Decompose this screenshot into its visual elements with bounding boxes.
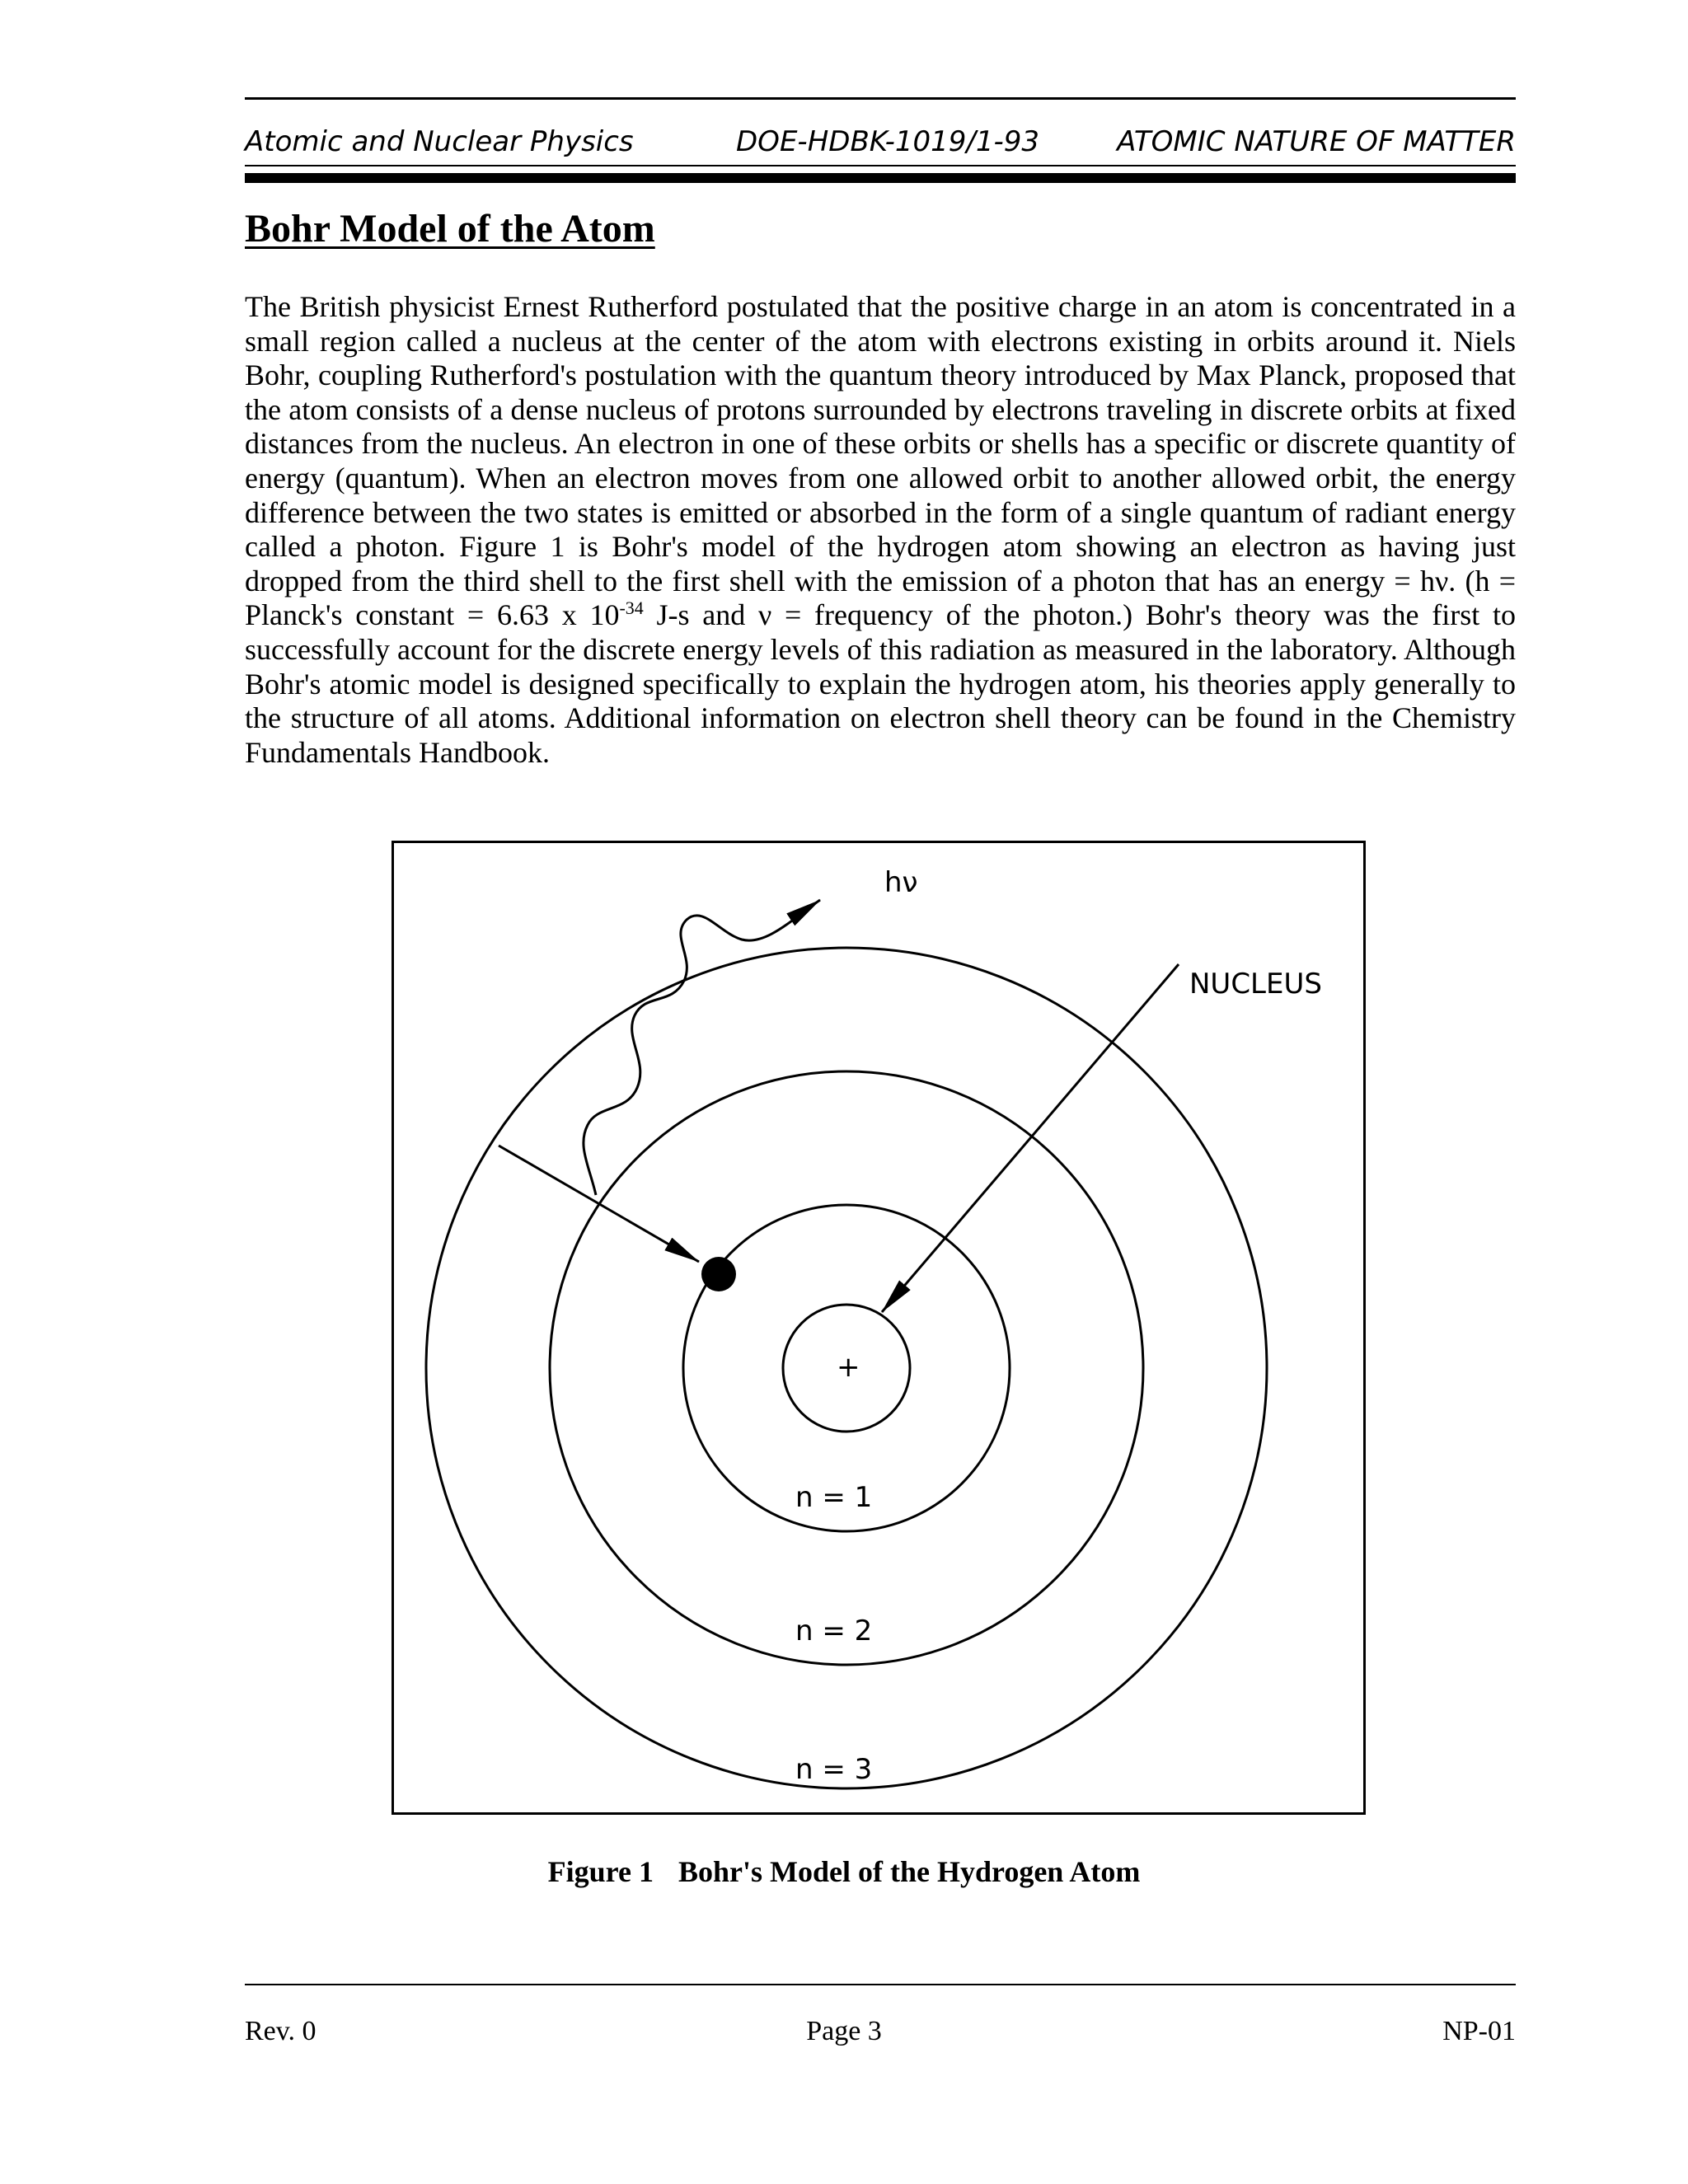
figure-number: Figure 1: [547, 1855, 654, 1888]
shell-2-label: n = 2: [795, 1615, 873, 1647]
nucleus-pointer-arrow: [882, 964, 1179, 1312]
footer-rule: [245, 1984, 1516, 1985]
shell-3-label: n = 3: [795, 1753, 873, 1786]
header-thin-rule: [245, 165, 1516, 166]
section-title: Bohr Model of the Atom: [245, 207, 655, 251]
nucleus-label: NUCLEUS: [1189, 968, 1322, 1001]
nucleus-plus-sign: +: [837, 1351, 860, 1384]
bohr-model-figure: [392, 841, 1366, 1815]
footer-revision: Rev. 0: [245, 2016, 316, 2046]
figure-caption: [0, 1854, 1688, 1889]
body-paragraph: [245, 290, 1516, 770]
header-top-rule: [245, 97, 1516, 100]
photon-label: hν: [884, 866, 918, 899]
figure-caption-text: Bohr's Model of the Hydrogen Atom: [678, 1855, 1141, 1888]
header-subject: Atomic and Nuclear Physics: [245, 125, 634, 158]
header-document-number: DOE-HDBK-1019/1-93: [736, 125, 1040, 158]
header-chapter: ATOMIC NATURE OF MATTER: [1117, 125, 1516, 158]
footer-module-id: NP-01: [1442, 2016, 1516, 2046]
paragraph-part-2: J-s and ν = frequency of the photon.) Bohr's theory was the first to successfully account for the discrete energy levels of this radiation as measured in the laboratory. Although Bohr's atomic model is designed specifically to explain the hydrogen atom, his theories apply generally to the structure of all atoms. Additional information on electron shell theory can be found in the Chemistry Fundamentals Handbook.: [245, 598, 1516, 769]
photon-wave: [584, 900, 820, 1195]
header-thick-rule: [245, 173, 1516, 183]
shell-1-label: n = 1: [795, 1481, 873, 1514]
footer-page-number: Page 3: [806, 2016, 882, 2046]
transition-arrow: [499, 1146, 699, 1262]
paragraph-part-1: The British physicist Ernest Rutherford postulated that the positive charge in an atom is concentrated in a small region called a nucleus at the center of the atom with electrons existing in orbits around it. Niels Bohr, coupling Rutherford's postulation with the quantum theory introduced by Max Planck, proposed that the atom consists of a dense nucleus of protons surrounded by electrons traveling in discrete orbits at fixed distances from the nucleus. An electron in one of these orbits or shells has a specific or discrete quantity of energy (quantum). When an electron moves from one allowed orbit to another allowed orbit, the energy difference between the two states is emitted or absorbed in the form of a single quantum of radiant energy called a photon. Figure 1 is Bohr's model of the hydrogen atom showing an electron as having just dropped from the third shell to the first shell with the emission of a photon that has an energy = hν. (h = Planck's constant = 6.63 x 10: [245, 290, 1516, 632]
exponent: -34: [619, 598, 644, 619]
electron-dot: [701, 1257, 736, 1291]
